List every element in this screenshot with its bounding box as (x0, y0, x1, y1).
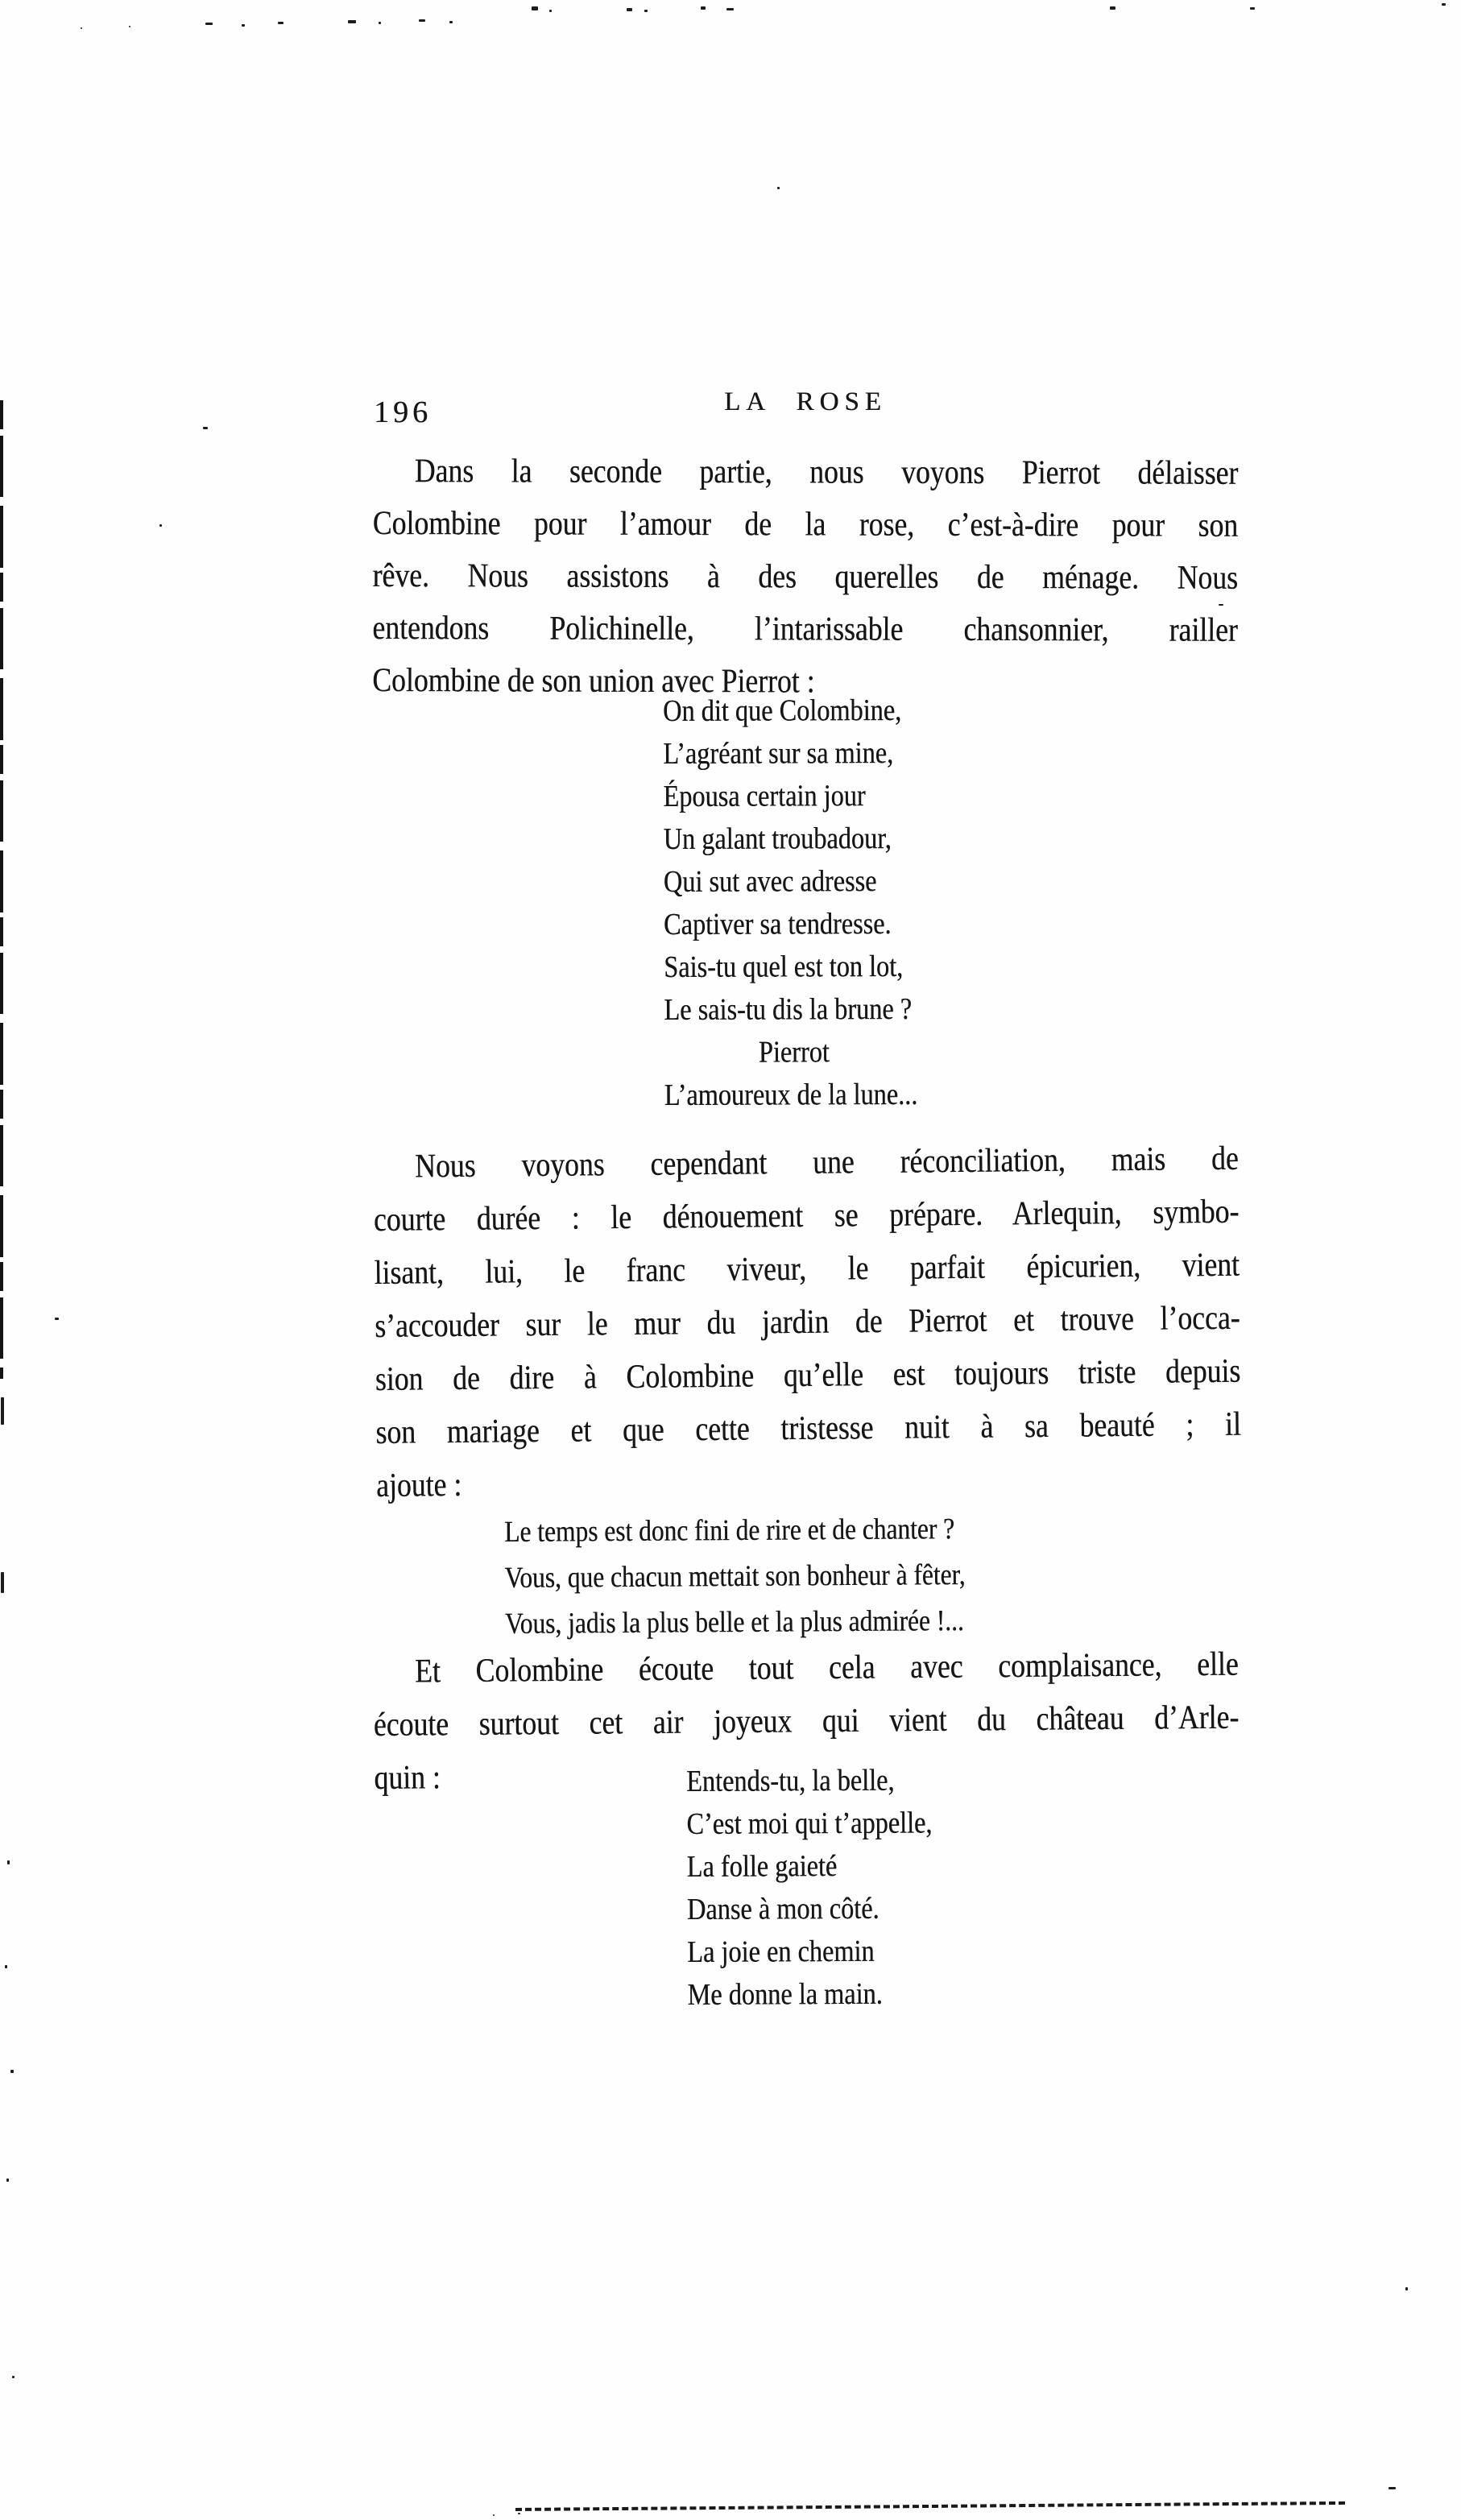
scan-speck (449, 21, 453, 23)
verse-line: Le sais-tu dis la brune ? (664, 991, 913, 1027)
verse-line: L’agréant sur sa mine, (663, 736, 894, 771)
text-line: ajoute : (375, 1466, 462, 1504)
scan-speck (493, 2514, 495, 2516)
text-line: lisant, lui, le franc viveur, le parfait épicurien, vient (374, 1246, 1240, 1292)
scan-speck (379, 22, 381, 24)
verse-line: Un galant troubadour, (663, 821, 892, 856)
scan-speck (242, 24, 245, 27)
verse-line: Épousa certain jour (663, 779, 866, 813)
verse-line: La folle gaieté (686, 1849, 838, 1884)
text-line: s’accouder sur le mur du jardin de Pierrot et trouve l’occa- (374, 1299, 1240, 1345)
scan-speck (6, 2179, 9, 2182)
paragraph-2 (373, 1132, 1242, 1512)
scan-speck (1250, 7, 1255, 10)
scan-speck (701, 6, 706, 10)
scan-speck (55, 1318, 59, 1320)
scan-speck (1110, 6, 1115, 10)
text-line: quin : (374, 1759, 441, 1797)
scan-speck (777, 187, 780, 189)
scan-speck (627, 8, 632, 11)
scan-speck (1, 1572, 4, 1593)
scan-speck (1219, 604, 1223, 606)
scan-speck (203, 427, 208, 429)
poem-stanza-3 (686, 1759, 933, 2017)
text-line: Colombine de son union avec Pierrot : (372, 661, 815, 701)
text-line: entendons Polichinelle, l’intarissable chansonnier, railler (372, 609, 1238, 649)
text-line: Nous voyons cependant une réconciliation, mais de (414, 1140, 1239, 1186)
verse-line: Captiver sa tendresse. (663, 907, 892, 941)
text-line: écoute surtout cet air joyeux qui vient du château d’Arle- (373, 1699, 1240, 1744)
poem-stanza-2 (504, 1506, 966, 1647)
scan-speck (726, 8, 734, 10)
verse-line: Qui sut avec adresse (663, 864, 877, 899)
verse-line: Me donne la main. (687, 1976, 883, 2012)
verse-speaker-line: Pierrot (758, 1035, 830, 1070)
verse-line: Entends-tu, la belle, (686, 1763, 895, 1798)
text-line: Et Colombine écoute tout cela avec complaisance, elle (414, 1645, 1239, 1690)
verse-line: La joie en chemin (687, 1934, 875, 1969)
scan-speck (1405, 2287, 1408, 2290)
scan-speck (129, 26, 130, 27)
running-header-title: LA ROSE (724, 387, 887, 416)
verse-line: Sais-tu quel est ton lot, (664, 949, 904, 984)
scan-speck (549, 10, 552, 12)
scan-speck (159, 524, 162, 527)
scan-speck (12, 2376, 14, 2378)
text-line: son mariage et que cette tristesse nuit à sa beauté ; il (375, 1405, 1242, 1451)
verse-line: Vous, que chacun mettait son bonheur à fêter, (504, 1558, 966, 1595)
scan-speck (419, 19, 425, 22)
verse-line: C’est moi qui t’appelle, (686, 1806, 933, 1841)
poem-stanza-1 (663, 689, 917, 1117)
scan-speck (10, 2070, 14, 2073)
scan-speck (7, 1860, 10, 1864)
scan-speck (532, 6, 538, 10)
bottom-dashed-scan-line (515, 2501, 1345, 2511)
page-number: 196 (374, 395, 432, 429)
verse-line: Danse à mon côté. (686, 1891, 879, 1926)
scan-speck (1389, 2487, 1396, 2489)
scan-speck (518, 2513, 520, 2514)
scan-speck (5, 1965, 7, 1968)
scan-speck (1, 1397, 4, 1425)
scan-speck (1442, 3, 1446, 6)
text-line: sion de dire à Colombine qu’elle est toujours triste depuis (375, 1352, 1241, 1398)
scan-speck (81, 27, 82, 29)
scan-speck (205, 23, 213, 25)
text-line: rêve. Nous assistons à des querelles de ménage. Nous (372, 557, 1239, 597)
verse-line: Le temps est donc fini de rire et de chanter ? (504, 1512, 955, 1549)
paragraph-1 (372, 445, 1238, 710)
text-line: Dans la seconde partie, nous voyons Pierrot délaisser (414, 453, 1239, 492)
left-edge-scan-line (0, 400, 3, 1379)
text-line: Colombine pour l’amour de la rose, c’est-à-dire pour son (372, 504, 1239, 544)
scan-speck (644, 10, 648, 12)
text-line: courte durée : le dénouement se prépare. Arlequin, symbo- (373, 1193, 1240, 1239)
scan-speck (278, 22, 284, 24)
scan-speck (348, 20, 356, 23)
verse-line: On dit que Colombine, (663, 693, 902, 728)
verse-line: L’amoureux de la lune... (664, 1077, 918, 1112)
verse-line: Vous, jadis la plus belle et la plus admirée !... (504, 1604, 964, 1641)
